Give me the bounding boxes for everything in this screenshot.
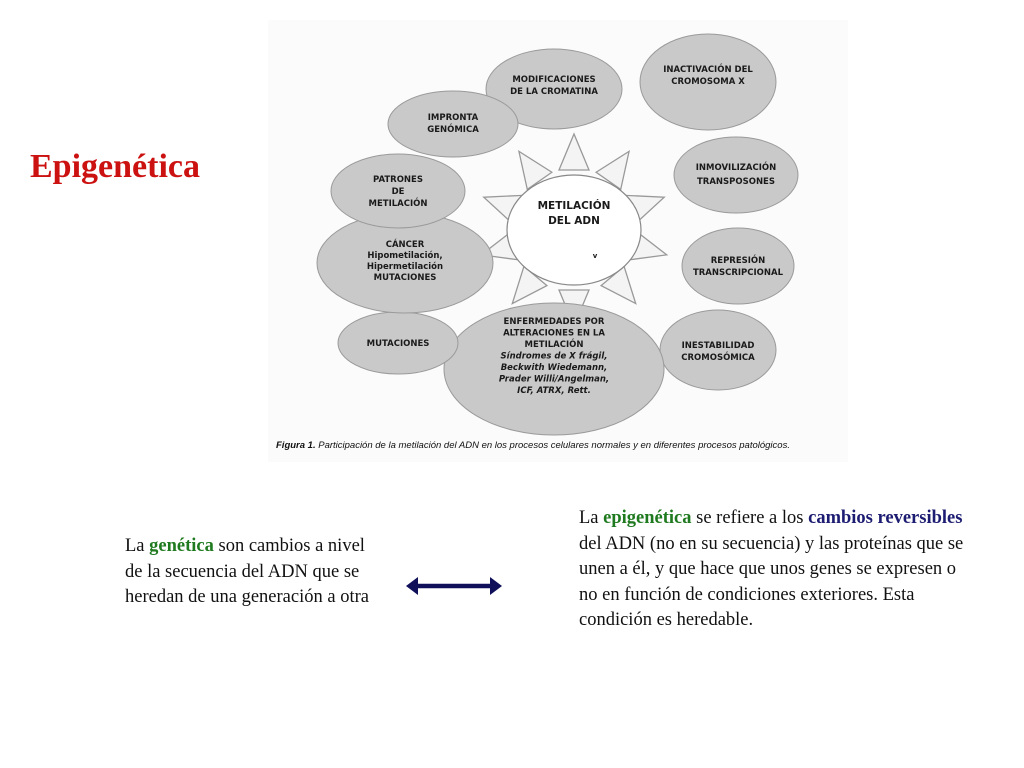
node-label: ICF, ATRX, Rett. [517,386,591,396]
genetics-paragraph [125,534,385,611]
node-label: MUTACIONES [373,273,437,283]
node-patrones [331,154,465,228]
node-ellipse [682,228,794,304]
node-label: ENFERMEDADES POR [503,317,605,327]
node-inmovilizacion [674,137,798,213]
node-label: CÁNCER [385,240,425,250]
node-label: Prader Willi/Angelman, [498,374,610,385]
node-inestabilidad [660,310,776,390]
caption-label: Figura 1. [276,440,316,451]
right-post: del ADN (no en su secuencia) y las proteínas que se unen a él, y que hace que unos genes se expresen o no en función de condiciones exteriores. Esta condición es heredable. [579,533,964,630]
node-label: CROMOSOMA X [671,77,745,87]
node-label: Beckwith Wiedemann, [500,363,608,373]
node-label: TRANSPOSONES [696,177,776,187]
node-label: DE [391,187,405,197]
pointer-triangle [559,134,589,170]
double-arrow-icon [404,570,504,602]
left-post: son cambios a nivel de la secuencia del ADN que se heredan de una generación a otra [125,536,369,607]
node-label: INACTIVACIÓN DEL [663,65,753,75]
cambios-reversibles-keyword: cambios reversibles [808,508,963,528]
epigenetica-keyword: epigenética [603,508,692,528]
node-label: INMOVILIZACIÓN [695,163,777,173]
center-node [507,175,641,285]
right-pre: La [579,508,604,528]
node-impronta [388,91,518,157]
node-mutaciones [338,312,458,374]
node-ellipse [388,91,518,157]
node-label: Hipermetilación [366,262,444,272]
node-label: MUTACIONES [366,339,430,349]
caption-text: Participación de la metilación del ADN en los procesos celulares normales y en diferentes procesos patológicos. [318,440,790,451]
page-title: Epigenética [30,148,200,185]
right-mid: se refiere a los [691,508,809,528]
node-label: METILACIÓN [524,340,584,350]
node-label: MODIFICACIONES [512,75,596,85]
genetica-keyword: genética [149,536,214,556]
epigenetics-paragraph [579,506,964,634]
node-label: Hipometilación, [367,251,443,261]
figure-caption [276,440,846,451]
node-label: Síndromes de X frágil, [500,351,608,362]
node-ellipse [674,137,798,213]
node-label: CROMOSÓMICA [681,353,755,363]
center-label-1: METILACIÓN [537,200,611,212]
node-inactivacion [640,34,776,130]
node-label: TRANSCRIPCIONAL [692,268,784,278]
left-pre: La [125,536,150,556]
node-label: GENÓMICA [427,125,479,135]
methylation-figure [268,20,848,462]
node-label: METILACIÓN [368,199,428,209]
node-label: IMPRONTA [427,113,479,123]
center-mark: v [592,252,598,260]
node-represion [682,228,794,304]
node-label: ALTERACIONES EN LA [503,328,605,339]
node-label: PATRONES [373,175,423,185]
node-label: REPRESIÓN [710,256,766,266]
center-label-2: DEL ADN [548,215,600,227]
methylation-diagram [268,20,848,462]
node-label: INESTABILIDAD [681,341,755,351]
node-label: DE LA CROMATINA [510,87,598,97]
node-enfermedades [444,303,664,435]
